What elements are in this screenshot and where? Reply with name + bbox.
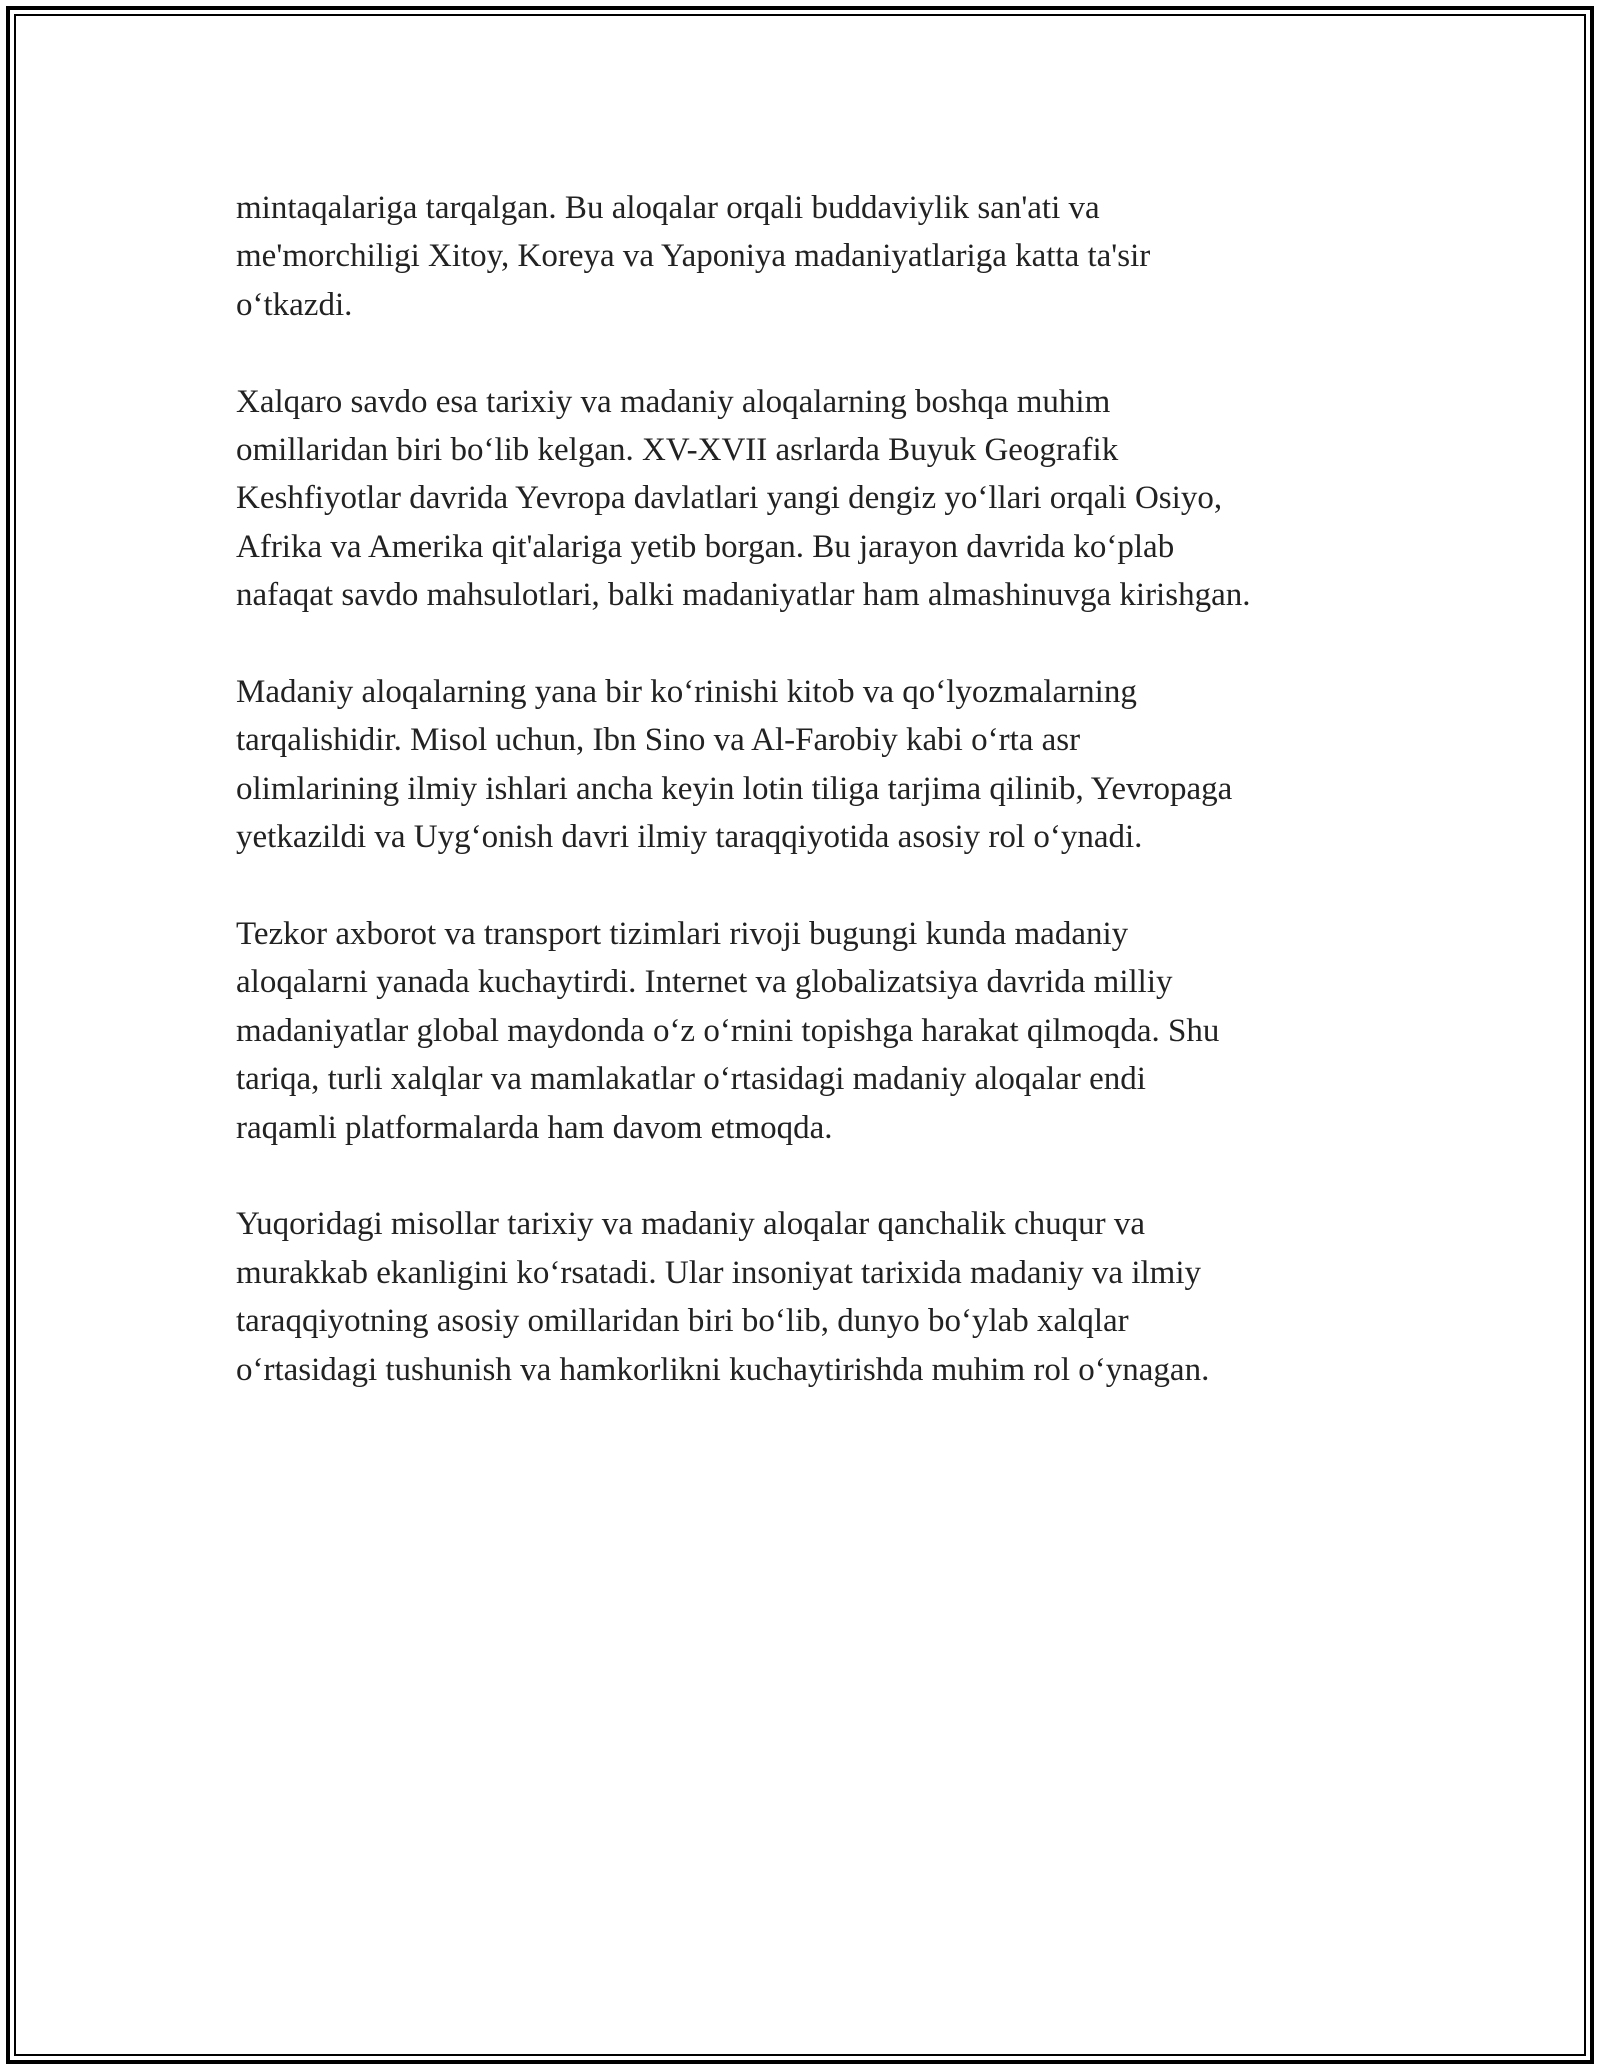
paragraph-5: Yuqoridagi misollar tarixiy va madaniy aloqalar qanchalik chuqur va murakkab ekanligini ko‘rsatadi. Ular insoniyat tarixida madaniy va ilmiy taraqqiyotning asosiy omillaridan biri bo‘lib, dunyo bo‘ylab xalqlar o‘rtasidagi tushunish va hamkorlikni kuchaytirishda muhim rol o‘ynagan.	[236, 1206, 1210, 1388]
paragraph-3: Madaniy aloqalarning yana bir ko‘rinishi kitob va qo‘lyozmalarning tarqalishidir. Misol uchun, Ibn Sino va Al-Farobiy kabi o‘rta asr olimlarining ilmiy ishlari ancha keyin lotin tiliga tarjima qilinib, Yevropaga yetkazildi va Uyg‘onish davri ilmiy taraqqiyotida asosiy rol o‘ynadi.	[236, 674, 1233, 856]
paragraph-4: Tezkor axborot va transport tizimlari rivoji bugungi kunda madaniy aloqalarni yanada kuchaytirdi. Internet va globalizatsiya davrida milliy madaniyatlar global maydonda o‘z o‘rnini topishga harakat qilmoqda. Shu tariqa, turli xalqlar va mamlakatlar o‘rtasidagi madaniy aloqalar endi raqamli platformalarda ham davom etmoqda.	[236, 916, 1220, 1146]
paragraph-2: Xalqaro savdo esa tarixiy va madaniy aloqalarning boshqa muhim omillaridan biri bo‘lib kelgan. XV-XVII asrlarda Buyuk Geografik Keshfiyotlar davrida Yevropa davlatlari yangi dengiz yo‘llari orqali Osiyo, Afrika va Amerika qit'alariga yetib borgan. Bu jarayon davrida ko‘plab nafaqat savdo mahsulotlari, balki madaniyatlar ham almashinuvga kirishgan.	[236, 383, 1251, 614]
document-body	[236, 184, 1376, 1442]
paragraph-1: mintaqalariga tarqalgan. Bu aloqalar orqali buddaviylik san'ati va me'morchiligi Xitoy, Koreya va Yaponiya madaniyatlariga katta ta'sir o‘tkazdi.	[236, 190, 1151, 323]
